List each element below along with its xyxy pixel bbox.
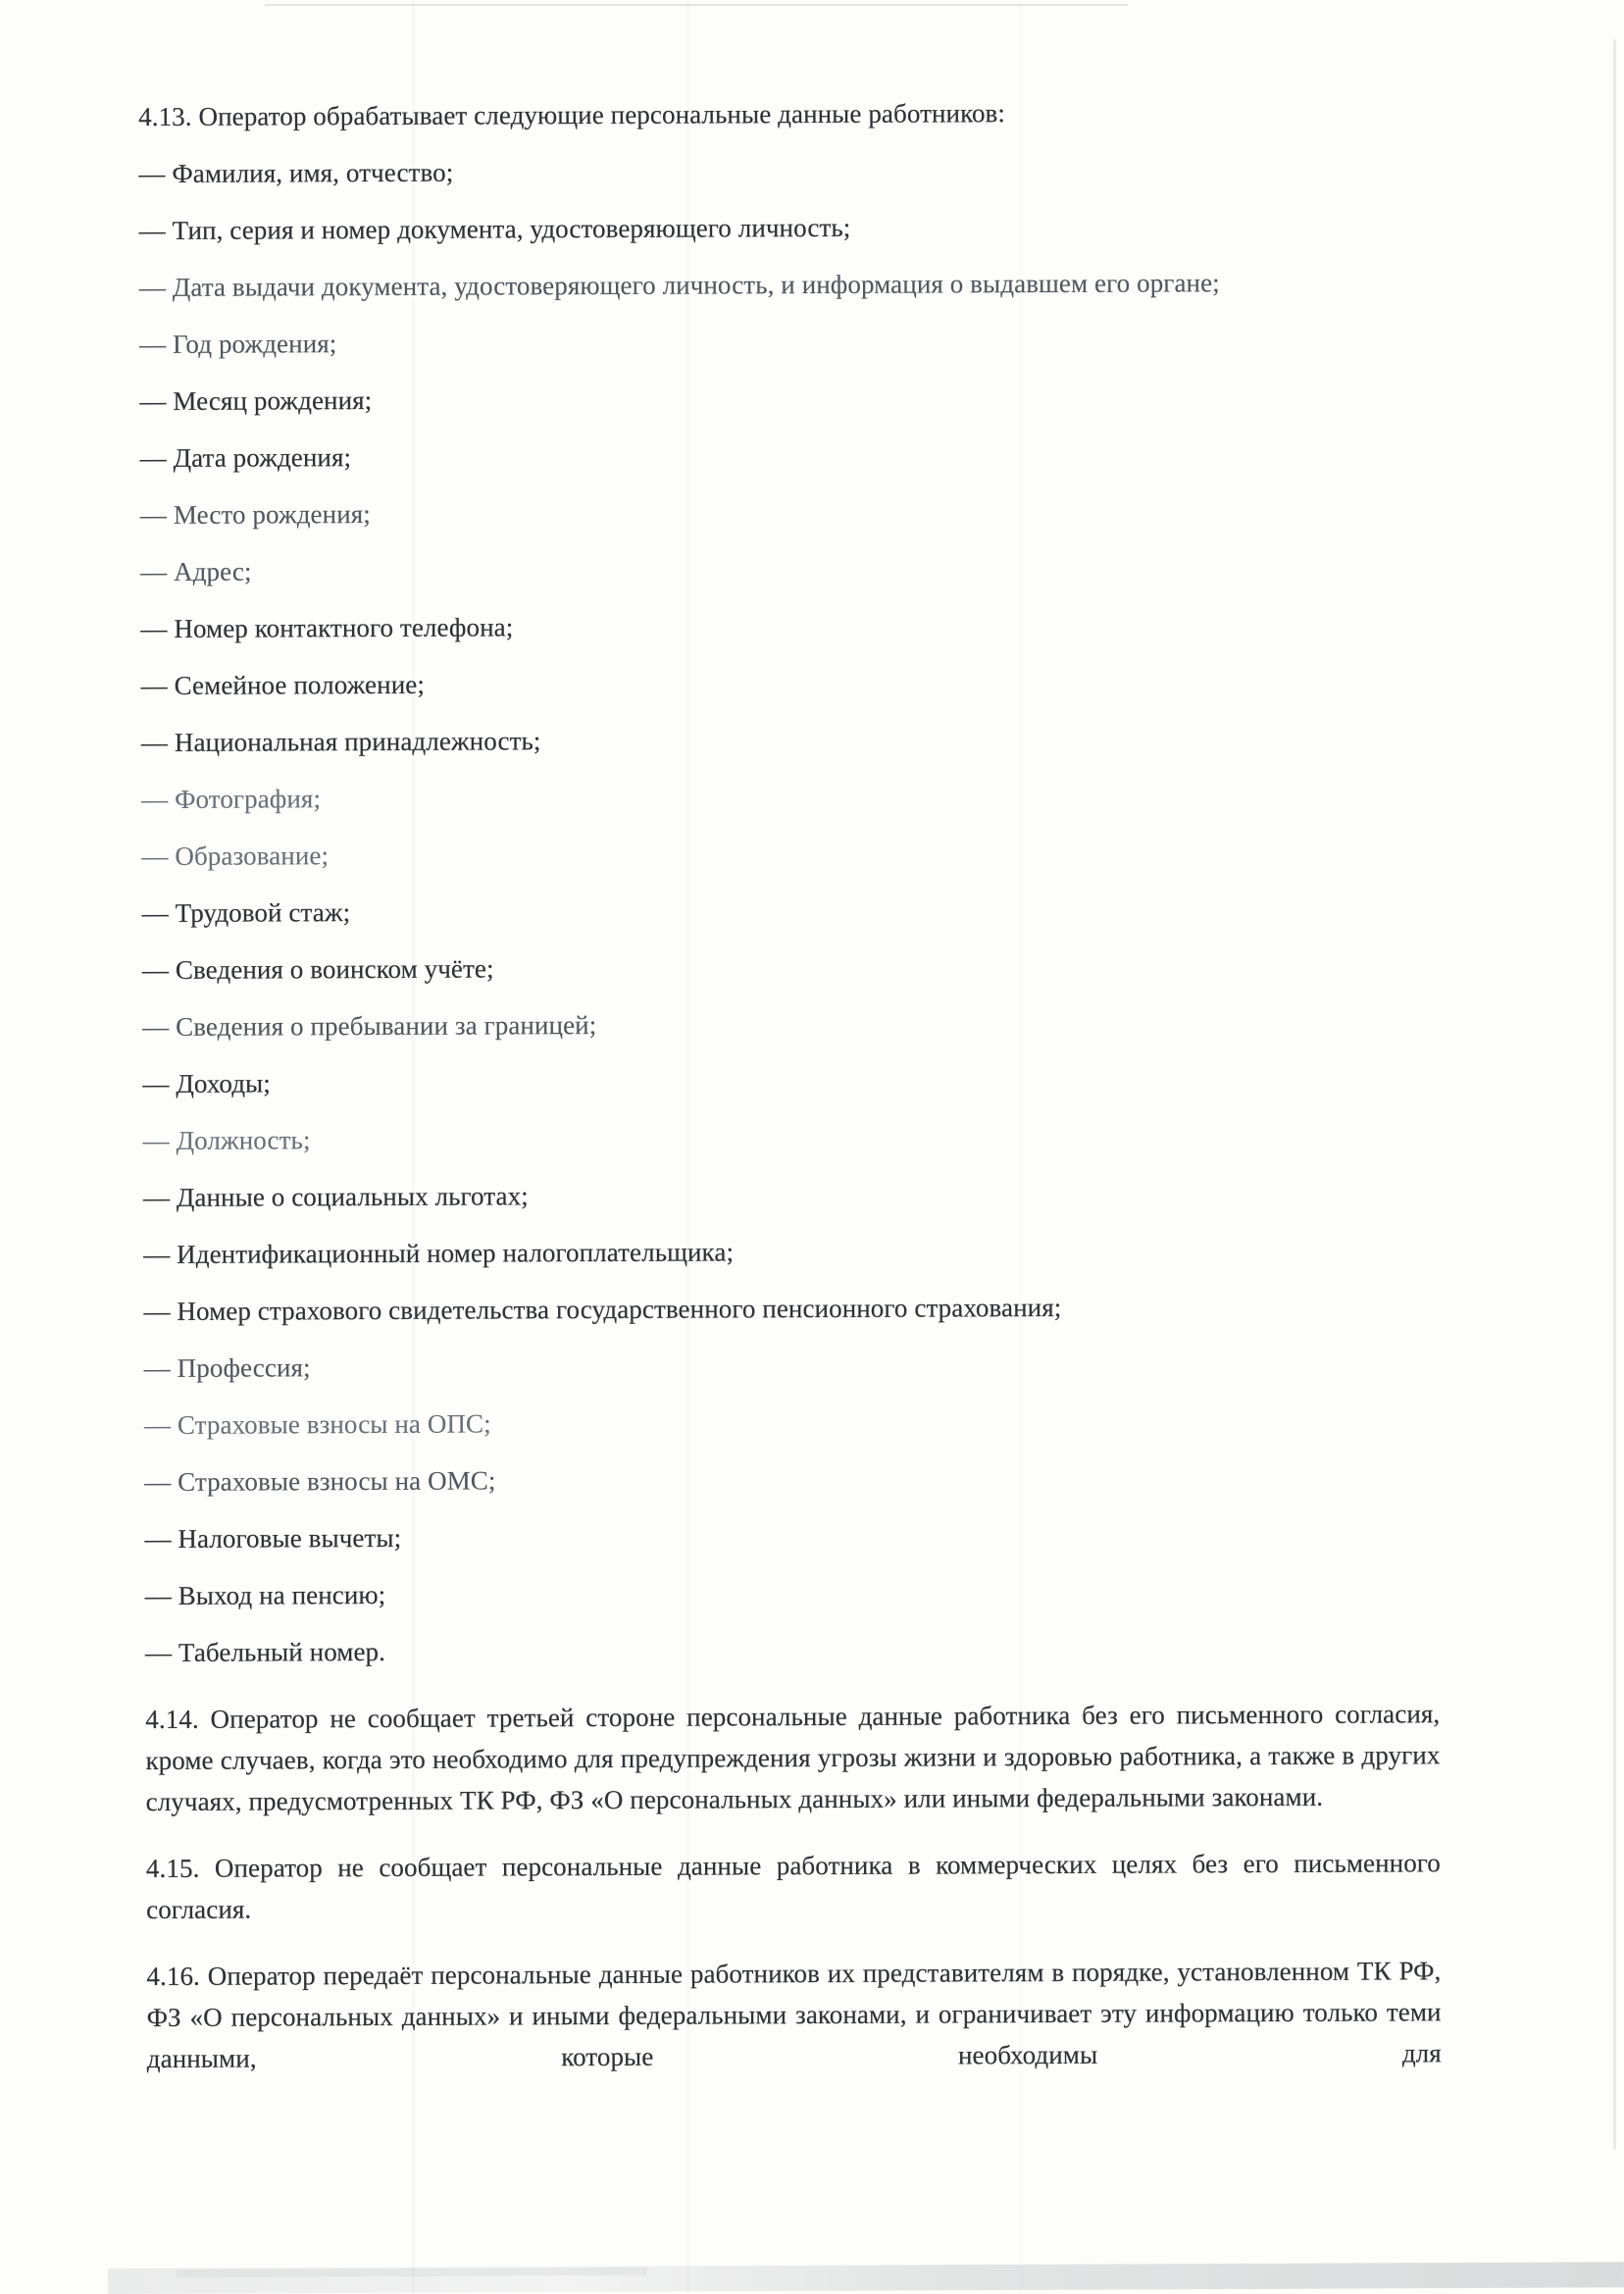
list-item: — Номер контактного телефона; <box>140 612 514 643</box>
personal-data-list <box>138 147 1440 1673</box>
list-item: — Сведения о пребывании за границей; <box>142 1009 597 1042</box>
list-item: — Дата рождения; <box>139 442 352 473</box>
list-item: — Табельный номер. <box>144 1636 386 1667</box>
scan-artifact-bottom-band <box>108 2262 1624 2294</box>
paragraph-4-16: 4.16. Оператор передаёт персональные данные работников их представителям в порядке, установленном ТК РФ, ФЗ «О персональных данных» и иными федеральными законами, и ограничивает эту информацию только теми данными, которые необходимы для <box>146 1956 1442 2073</box>
list-item: — Семейное положение; <box>140 669 425 700</box>
list-item: — Доходы; <box>142 1068 271 1098</box>
section-4-13-heading: 4.13. Оператор обрабатывает следующие персональные данные работников: <box>138 98 1006 131</box>
list-item: — Профессия; <box>143 1352 311 1383</box>
list-item: — Тип, серия и номер документа, удостоверяющего личность; <box>138 212 851 245</box>
list-item: — Выход на пенсию; <box>144 1579 386 1610</box>
list-item: — Страховые взносы на ОМС; <box>144 1465 496 1497</box>
list-item: — Место рождения; <box>139 498 371 530</box>
list-item: — Номер страхового свидетельства государственного пенсионного страхования; <box>143 1292 1062 1326</box>
list-item: — Фамилия, имя, отчество; <box>138 157 454 188</box>
list-item: — Налоговые вычеты; <box>144 1522 402 1554</box>
list-item: — Адрес; <box>140 556 252 586</box>
list-item: — Идентификационный номер налогоплательщика; <box>143 1237 735 1269</box>
list-item: — Год рождения; <box>139 329 337 359</box>
list-item: — Фотография; <box>141 784 322 814</box>
list-item: — Образование; <box>141 841 330 871</box>
page-content <box>138 90 1442 2079</box>
list-item: — Сведения о воинском учёте; <box>141 953 494 985</box>
list-item: — Национальная принадлежность; <box>140 726 541 757</box>
list-item: — Дата выдачи документа, удостоверяющего личность, и информация о выдавшем его органе; <box>138 268 1220 302</box>
paragraph-4-14: 4.14. Оператор не сообщает третьей стороне персональные данные работника без его письменного согласия, кроме случаев, когда это необходимо для предупреждения угрозы жизни и здоровью работника, а также в других случаях, предусмотренных ТК РФ, ФЗ «О персональных данных» или иными федеральными законами. <box>145 1699 1441 1816</box>
list-item: — Данные о социальных льготах; <box>142 1181 529 1212</box>
scan-artifact-bottom-band <box>177 2268 647 2278</box>
scan-artifact-top-line <box>265 4 1128 6</box>
list-item: — Месяц рождения; <box>139 384 373 416</box>
scan-artifact-right-edge <box>1613 39 1616 2150</box>
paragraph-4-15: 4.15. Оператор не сообщает персональные данные работника в коммерческих целях без его письменного согласия. <box>145 1848 1441 1924</box>
list-item: — Должность; <box>142 1125 311 1155</box>
list-item: — Страховые взносы на ОПС; <box>143 1408 491 1440</box>
list-item: — Трудовой стаж; <box>141 897 351 928</box>
